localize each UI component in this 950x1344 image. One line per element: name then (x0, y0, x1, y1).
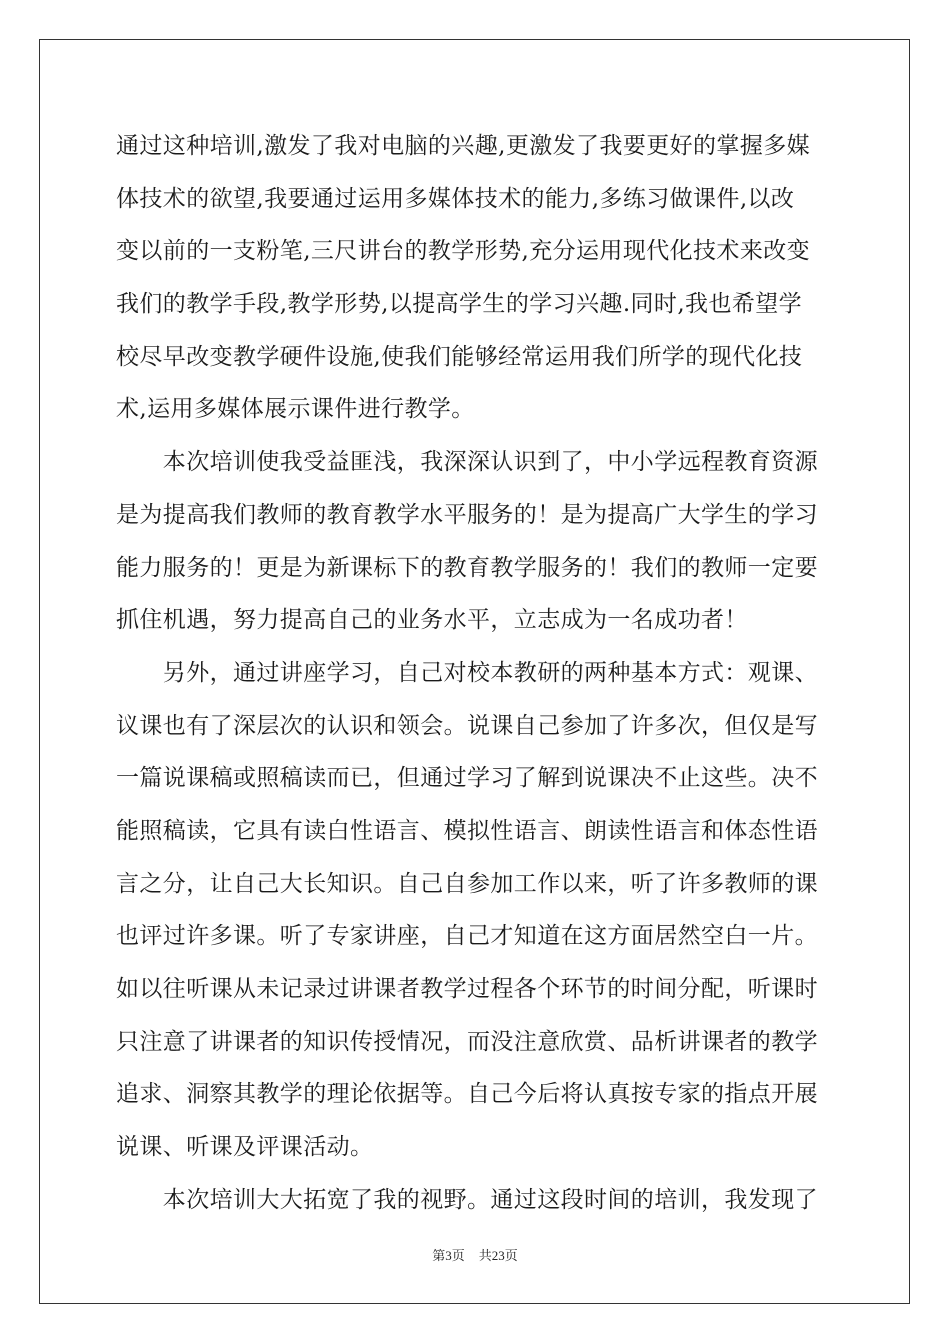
text-line: 本次培训使我受益匪浅，我深深认识到了，中小学远程教育资源 (116, 449, 818, 476)
text-line: 抓住机遇，努力提高自己的业务水平，立志成为一名成功者！ (116, 607, 748, 634)
total-pages: 共23页 (478, 1248, 518, 1263)
document-body (116, 124, 836, 1230)
page-number: 第3页 (432, 1248, 465, 1263)
page-footer (0, 1245, 950, 1264)
text-line: 校尽早改变教学硬件设施,使我们能够经常运用我们所学的现代化技 (116, 343, 803, 370)
text-line: 另外，通过讲座学习，自己对校本教研的两种基本方式：观课、 (116, 659, 818, 686)
text-line: 我们的教学手段,教学形势,以提高学生的学习兴趣.同时,我也希望学 (116, 291, 803, 318)
text-line: 也评过许多课。听了专家讲座，自己才知道在这方面居然空白一片。 (116, 923, 818, 950)
text-line: 说课、听课及评课活动。 (116, 1134, 374, 1161)
text-line: 只注意了讲课者的知识传授情况，而没注意欣赏、品析讲课者的教学 (116, 1028, 818, 1055)
text-line: 如以往听课从未记录过讲课者教学过程各个环节的时间分配，听课时 (116, 976, 818, 1002)
text-line: 是为提高我们教师的教育教学水平服务的！是为提高广大学生的学习 (116, 501, 818, 528)
text-line: 体技术的欲望,我要通过运用多媒体技术的能力,多练习做课件,以改 (116, 185, 795, 212)
text-line: 术,运用多媒体展示课件进行教学。 (116, 396, 475, 423)
text-line: 变以前的一支粉笔,三尺讲台的教学形势,充分运用现代化技术来改变 (116, 238, 811, 265)
text-line: 通过这种培训,激发了我对电脑的兴趣,更激发了我要更好的掌握多媒 (116, 133, 811, 159)
text-line: 能力服务的！更是为新课标下的教育教学服务的！我们的教师一定要 (116, 554, 818, 581)
text-line: 本次培训大大拓宽了我的视野。通过这段时间的培训，我发现了 (116, 1186, 818, 1213)
text-line: 言之分，让自己大长知识。自己自参加工作以来，听了许多教师的课 (116, 870, 818, 897)
text-line: 能照稿读，它具有读白性语言、模拟性语言、朗读性语言和体态性语 (116, 817, 818, 844)
text-line: 议课也有了深层次的认识和领会。说课自己参加了许多次，但仅是写 (116, 712, 818, 739)
text-line: 一篇说课稿或照稿读而已，但通过学习了解到说课决不止这些。决不 (116, 765, 818, 792)
text-line: 追求、洞察其教学的理论依据等。自己今后将认真按专家的指点开展 (116, 1081, 818, 1108)
